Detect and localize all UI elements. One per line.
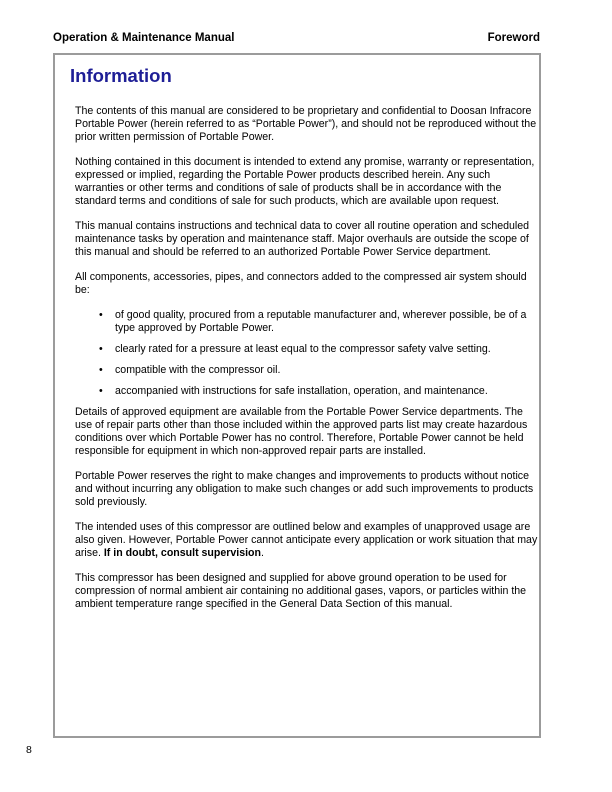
list-item-text: compatible with the compressor oil.	[115, 364, 281, 376]
body-text	[75, 105, 539, 611]
list-item-text: accompanied with instructions for safe installation, operation, and maintenance.	[115, 385, 488, 397]
list-item	[75, 385, 539, 398]
paragraph-intended-use	[75, 521, 539, 560]
intended-use-bold: If in doubt, consult supervision	[103, 547, 262, 559]
section-title: Information	[70, 65, 172, 86]
paragraph-proprietary: The contents of this manual are considered to be proprietary and confidential to Doosan Infracore Portable Power (herein referred to as “Portable Power”), and should not be reproduced without the prior written permission of Portable Power.	[75, 105, 537, 143]
page-header	[53, 32, 540, 44]
bullet-icon: •	[99, 309, 103, 321]
page-number: 8	[26, 744, 32, 756]
paragraph-changes-reserved: Portable Power reserves the right to make changes and improvements to products without notice and without incurring any obligation to make such changes or add such improvements to products sold previously.	[75, 470, 534, 508]
paragraph-components-intro: All components, accessories, pipes, and connectors added to the compressed air system should be:	[75, 271, 527, 296]
list-item	[75, 309, 539, 335]
list-item-text: clearly rated for a pressure at least equal to the compressor safety valve setting.	[115, 343, 491, 355]
intended-use-text: The intended uses of this compressor are outlined below and examples of unapproved usage are also given. However, Portable Power cannot anticipate every application or work situation that may arise.	[75, 521, 538, 559]
header-left-title: Operation & Maintenance Manual	[53, 32, 235, 44]
paragraph-scope: This manual contains instructions and technical data to cover all routine operation and scheduled maintenance tasks by operation and maintenance staff. Major overhauls are outside the scope of this manual and should be referred to an authorized Portable Power Service department.	[75, 220, 530, 258]
intended-use-suffix: .	[261, 547, 264, 559]
list-item	[75, 364, 539, 377]
bullet-icon: •	[99, 343, 103, 355]
header-right-section: Foreword	[487, 32, 540, 44]
content-box	[53, 53, 541, 738]
paragraph-approved-equipment: Details of approved equipment are available from the Portable Power Service departments. The use of repair parts other than those included within the approved parts list may create hazardous conditions over which Portable Power has no control. Therefore, Portable Power cannot be held responsible for equipment in which non-approved repair parts are installed.	[75, 406, 528, 457]
paragraph-design-purpose: This compressor has been designed and supplied for above ground operation to be used for compression of normal ambient air containing no additional gases, vapors, or particles within the ambient temperature range specified in the General Data Section of this manual.	[75, 572, 527, 610]
bullet-icon: •	[99, 385, 103, 397]
paragraph-warranty: Nothing contained in this document is intended to extend any promise, warranty or representation, expressed or implied, regarding the Portable Power products described herein. Any such warranties or other terms and conditions of sale of products shall be in accordance with the standard terms and conditions of sale for such products, which are available upon request.	[75, 156, 535, 207]
requirements-list	[75, 309, 539, 398]
list-item-text: of good quality, procured from a reputable manufacturer and, wherever possible, be of a type approved by Portable Power.	[115, 309, 527, 334]
list-item	[75, 343, 539, 356]
bullet-icon: •	[99, 364, 103, 376]
